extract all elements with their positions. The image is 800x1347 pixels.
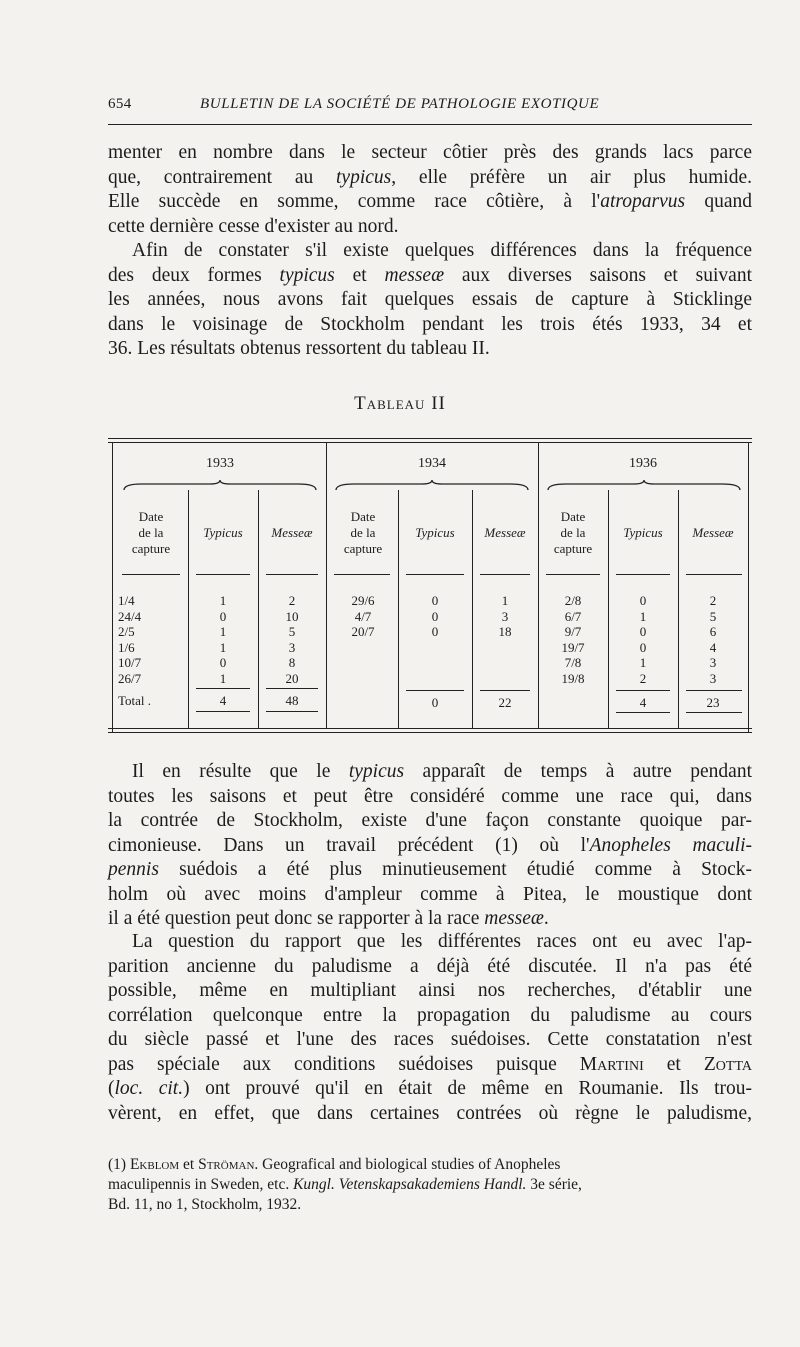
table-cell: 2 (639, 670, 647, 686)
table-cell: 3 (288, 639, 296, 655)
text-line: cimonieuse. Dans un travail précédent (1) où l'Anopheles maculi- (108, 834, 753, 856)
table-cell: 0 (431, 624, 439, 639)
text-line: (loc. cit.) ont prouvé qu'il en était de même en Roumanie. Ils trou- (108, 1078, 752, 1099)
header-rule (686, 574, 742, 575)
dates-1936 (538, 593, 608, 686)
table-cell: 8 (288, 655, 296, 670)
table-border (108, 438, 752, 439)
header-typicus-1933: Typicus (203, 525, 243, 540)
total-rule (406, 690, 464, 691)
paragraph-1 (108, 141, 752, 239)
table-cell: 6/7 (564, 608, 582, 624)
table-cell: 4 (709, 639, 717, 655)
table-title: Tableau II (354, 393, 446, 414)
text-line: pennis suédois a été plus minutieusement étudié comme à Stock- (108, 859, 752, 880)
table-cell: 26/7 (118, 670, 142, 686)
table-cell: 24/4 (118, 608, 142, 624)
header-typicus-1936: Typicus (623, 525, 663, 540)
table-cell: 18 (498, 624, 512, 639)
total-rule (266, 711, 318, 712)
header-typicus-1934: Typicus (415, 525, 455, 540)
table-border (112, 442, 113, 732)
header-date-1933: Date de la capture (131, 509, 171, 556)
total-typicus-1933: 4 (219, 693, 227, 708)
table-cell: 1 (639, 655, 647, 670)
group-divider (326, 442, 327, 728)
messeae-1933 (258, 593, 326, 686)
author-name: Martini (579, 1053, 644, 1075)
text-line: pas spéciale aux conditions suédoises puisque Martini et Zotta (108, 1053, 752, 1075)
table-cell: 1 (639, 608, 647, 624)
table-cell: 10 (285, 608, 299, 624)
dates-1934 (328, 593, 398, 640)
header-rule (546, 574, 600, 575)
header-rule (480, 574, 530, 575)
header-messeae-1933: Messeæ (271, 525, 313, 540)
text-line: toutes les saisons et peut être considéré comme une race qui, dans (108, 785, 752, 807)
header-rule (266, 574, 318, 575)
table-cell: 1 (501, 593, 509, 608)
table-cell: 2/5 (118, 624, 135, 639)
dates-1933 (118, 593, 172, 686)
year-1934: 1934 (418, 456, 446, 471)
running-header (108, 92, 752, 120)
author-name: Zotta (703, 1053, 752, 1075)
text-line: dans le voisinage de Stockholm pendant les trois étés 1933, 34 et (108, 313, 752, 335)
table-cell: 1 (219, 624, 227, 639)
table-cell: 6 (709, 624, 717, 639)
total-messeae-1934: 22 (498, 695, 512, 710)
header-rule (122, 574, 180, 575)
total-messeae-1933: 48 (285, 693, 299, 708)
text-line: les années, nous avons fait quelques essais de capture à Sticklinge (108, 289, 752, 310)
text-line: Elle succède en somme, comme race côtière, à l'atroparvus quand (108, 191, 752, 212)
table-border (108, 732, 752, 733)
header-rule (196, 574, 250, 575)
text-line: la contrée de Stockholm, existe d'une façon constante quoique par- (108, 810, 752, 831)
table-cell: 1 (219, 593, 227, 608)
table-cell: 4/7 (354, 608, 372, 624)
messeae-1936 (678, 593, 748, 686)
table-cell: 19/8 (561, 670, 585, 686)
running-title: BULLETIN DE LA SOCIÉTÉ DE PATHOLOGIE EXOTIQUE (200, 96, 600, 112)
total-rule (196, 711, 250, 712)
messeae-1934 (472, 593, 538, 640)
text-line: Afin de constater s'il existe quelques différences dans la fréquence (132, 240, 752, 261)
header-rule (616, 574, 670, 575)
table-cell: 0 (639, 639, 647, 655)
total-typicus-1934: 0 (431, 695, 439, 710)
table-cell: 29/6 (351, 593, 375, 608)
table-border (748, 442, 749, 732)
text-line: cette dernière cesse d'exister au nord. (108, 215, 399, 237)
header-rule (108, 124, 752, 125)
text-line: parition ancienne du paludisme a déjà été discutée. Il n'a pas été (108, 955, 752, 977)
table-cell: 1 (219, 670, 227, 686)
header-date-1934: Date de la capture (343, 509, 383, 556)
year-1936: 1936 (629, 456, 657, 471)
table-cell: 19/7 (561, 639, 585, 655)
paragraph-4 (108, 930, 752, 1126)
table-cell: 1/4 (118, 593, 135, 608)
table-cell: 0 (431, 593, 439, 608)
table-border (108, 728, 752, 729)
table-cell: 20 (285, 670, 299, 686)
table-cell: 3 (709, 655, 717, 670)
table-cell: 5 (288, 624, 296, 639)
text-line: des deux formes typicus et messeæ aux diverses saisons et suivant (108, 264, 752, 286)
total-label: Total . (118, 693, 152, 708)
total-rule (196, 688, 250, 689)
text-line: (1) Ekblom et Ströman. Geografical and biological studies of Anopheles (108, 1156, 561, 1173)
header-date-1936: Date de la capture (553, 509, 593, 556)
total-messeae-1936: 23 (706, 695, 720, 710)
table-cell: 9/7 (564, 624, 582, 639)
table-ii (108, 438, 752, 736)
table-border (108, 442, 752, 443)
typicus-1936 (608, 593, 678, 686)
table-cell: 0 (219, 655, 227, 670)
text-line: menter en nombre dans le secteur côtier près des grands lacs parce (108, 142, 752, 163)
table-cell: 3 (709, 670, 717, 686)
footnote (108, 1155, 752, 1215)
table-cell: 0 (219, 608, 227, 624)
table-cell: 0 (431, 608, 439, 624)
total-typicus-1936: 4 (639, 695, 647, 710)
year-1933: 1933 (206, 456, 234, 471)
text-line: du siècle passé et l'une des races suédoises. Cette constatation n'est (108, 1029, 752, 1050)
text-line: Bd. 11, no 1, Stockholm, 1932. (108, 1196, 302, 1213)
text-line: possible, même en multipliant ainsi nos recherches, d'établir une (108, 980, 752, 1001)
text-line: Il en résulte que le typicus apparaît de temps à autre pendant (132, 761, 752, 782)
total-rule (616, 712, 670, 713)
total-rule (266, 688, 318, 689)
typicus-1934 (398, 593, 472, 640)
table-cell: 10/7 (118, 655, 142, 670)
table-cell: 7/8 (564, 655, 582, 670)
text-line: holm où avec moins d'ampleur comme à Pitea, le moustique dont (108, 883, 752, 905)
table-cell: 5 (709, 608, 717, 624)
header-messeae-1934: Messeæ (484, 525, 526, 540)
author-name: Ströman (198, 1156, 255, 1173)
total-rule (686, 712, 742, 713)
total-rule (480, 690, 530, 691)
table-cell: 0 (639, 593, 647, 608)
text-line: La question du rapport que les différentes races ont eu avec l'ap- (132, 931, 752, 952)
brace-1934 (334, 480, 530, 492)
brace-1933 (122, 480, 318, 492)
paragraph-2 (108, 239, 752, 362)
page-number: 654 (108, 96, 132, 112)
paragraph-3 (108, 760, 752, 932)
author-name: Ekblom (129, 1156, 180, 1173)
typicus-1933 (188, 593, 258, 686)
table-cell: 1/6 (118, 639, 135, 655)
header-messeae-1936: Messeæ (692, 525, 734, 540)
total-rule (616, 690, 670, 691)
text-line: il a été question peut donc se rapporter à la race messeæ. (108, 908, 549, 929)
table-cell: 20/7 (351, 624, 375, 639)
text-line: que, contrairement au typicus, elle préfère un air plus humide. (108, 166, 752, 188)
text-line: maculipennis in Sweden, etc. Kungl. Vetenskapsakademiens Handl. 3e série, (108, 1176, 582, 1193)
total-rule (686, 690, 742, 691)
table-cell: 2 (709, 593, 717, 608)
brace-1936 (546, 480, 742, 492)
table-cell: 2/8 (564, 593, 582, 608)
text-line: 36. Les résultats obtenus ressortent du tableau II. (108, 338, 490, 359)
header-rule (406, 574, 464, 575)
header-rule (334, 574, 390, 575)
text-line: vèrent, en effet, que dans certaines contrées où règne le paludisme, (108, 1102, 752, 1124)
table-cell: 1 (219, 639, 227, 655)
table-cell: 2 (288, 593, 296, 608)
table-cell: 0 (639, 624, 647, 639)
table-cell: 3 (501, 608, 509, 624)
text-line: corrélation quelconque entre la propagation du paludisme au cours (108, 1004, 752, 1026)
